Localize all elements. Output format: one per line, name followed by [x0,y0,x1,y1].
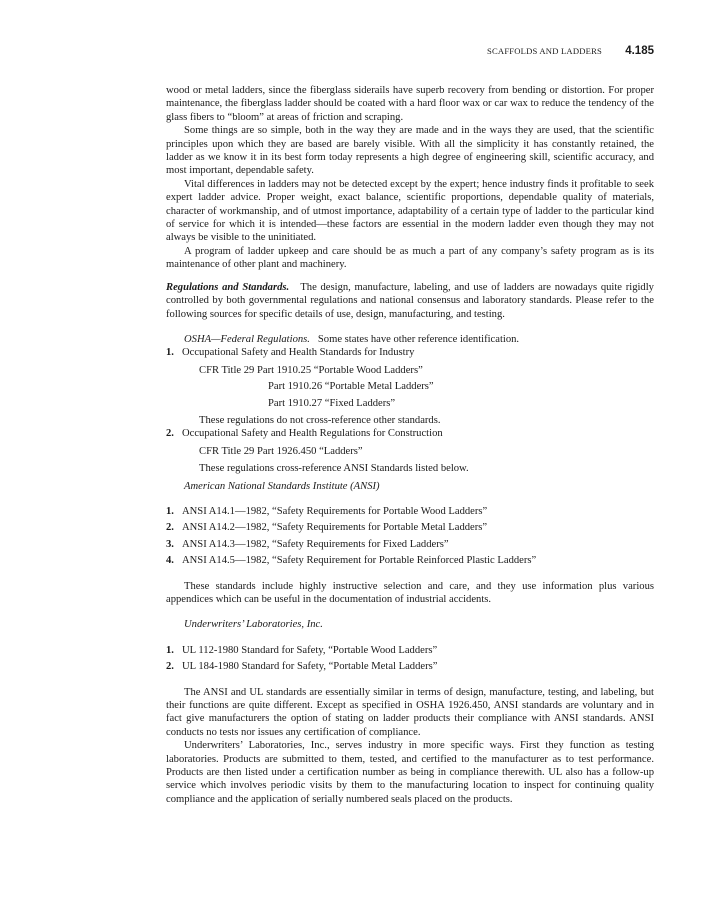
paragraph: wood or metal ladders, since the fiberglass siderails have superb recovery from bending or distortion. For proper maintenance, the fiberglass ladder should be coated with a hard floor wax or car wax to reduce the tendency of the glass fibers to “bloom” at areas of friction and scraping. [166,85,654,123]
list-item [166,554,654,567]
page-number: 4.185 [625,45,654,57]
list-item-text: UL 112-1980 Standard for Safety, “Portable Wood Ladders” [182,644,438,656]
list-number: 1. [166,505,174,517]
list-item-title: Occupational Safety and Health Standards for Industry [182,347,415,359]
osha-list [166,346,654,475]
list-number: 4. [166,555,174,567]
ansi-list [166,505,654,568]
list-number: 3. [166,538,174,550]
list-number: 1. [166,644,174,656]
list-item-text: ANSI A14.5—1982, “Safety Requirement for Portable Reinforced Plastic Ladders” [182,555,537,567]
list-item [166,346,654,427]
list-item-title: Occupational Safety and Health Regulations for Construction [182,428,443,440]
regulations-paragraph [166,281,654,321]
list-number: 2. [166,428,174,440]
list-item [166,660,654,673]
running-head: SCAFFOLDS AND LADDERS [487,46,602,56]
list-item-text: ANSI A14.2—1982, “Safety Requirements for Portable Metal Ladders” [182,522,488,534]
list-item-text: ANSI A14.1—1982, “Safety Requirements for Portable Wood Ladders” [182,505,488,517]
list-number: 2. [166,661,174,673]
cfr-line: CFR Title 29 Part 1910.25 “Portable Wood Ladders” [199,364,423,376]
list-item [166,521,654,534]
osha-heading-line [184,333,654,346]
regulations-heading: Regulations and Standards. [166,281,290,293]
cfr-line: Part 1910.27 “Fixed Ladders” [268,397,396,409]
ul-list [166,644,654,674]
list-number: 1. [166,347,174,359]
paragraph: These standards include highly instructive selection and care, and they use information plus various appendices which can be useful in the documentation of industrial accidents. [166,580,654,605]
list-item [166,505,654,518]
list-item-note: These regulations cross-reference ANSI Standards listed below. [199,463,469,475]
page-body [166,84,654,806]
regulations-text: The design, manufacture, labeling, and use of ladders are nowadays quite rigidly controlled by both governmental regulations and national consensus and laboratory standards. Please refer to the following sources for specific details of use, design, manufacturing, and testing. [166,281,654,320]
list-item [166,644,654,657]
paragraph: Some things are so simple, both in the way they are made and in the ways they are used, that the scientific principles upon which they are based are barely visible. With all the simplicity it has constantly retained, the ladder as we know it in its best form today represents a high degree of engineering skill, scientific accuracy, and most important, dependable safety. [166,125,654,177]
osha-heading: OSHA—Federal Regulations. [184,333,310,345]
list-item [166,538,654,551]
list-item [166,427,654,475]
ul-heading: Underwriters’ Laboratories, Inc. [184,619,323,631]
list-number: 2. [166,522,174,534]
paragraph: Underwriters’ Laboratories, Inc., serves industry in more specific ways. First they function as testing laboratories. Products are submitted to them, tested, and certified to the manufacturer as to test performance. Products are then listed under a certification number as being in compliance therewith. UL also has a follow-up service which involves periodic visits by them to the manufacturing location to inspect for continuing quality compliance and the application of serially numbered seals placed on the products. [166,740,654,805]
osha-heading-note: Some states have other reference identification. [317,333,520,345]
list-item-text: ANSI A14.3—1982, “Safety Requirements for Fixed Ladders” [182,538,449,550]
ansi-heading: American National Standards Institute (ANSI) [184,480,380,492]
cfr-line: CFR Title 29 Part 1926.450 “Ladders” [199,445,363,457]
cfr-line: Part 1910.26 “Portable Metal Ladders” [268,381,434,393]
list-item-note: These regulations do not cross-reference other standards. [199,414,441,426]
paragraph: The ANSI and UL standards are essentially similar in terms of design, manufacture, testing, and labeling, but their functions are quite different. Except as specified in OSHA 1926.450, ANSI standards are voluntary and in fact give manufacturers the option of stating on ladder products their compliance with ANSI standards. ANSI conducts no tests nor issues any certification of compliance. [166,686,654,738]
list-item-text: UL 184-1980 Standard for Safety, “Portable Metal Ladders” [182,661,438,673]
running-header [166,46,654,62]
paragraph: A program of ladder upkeep and care should be as much a part of any company’s safety program as is its maintenance of other plant and machinery. [166,245,654,271]
paragraph: Vital differences in ladders may not be detected except by the expert; hence industry finds it profitable to seek expert ladder advice. Proper weight, exact balance, scientific proportions, dependable quality of materials, character of workmanship, and of utmost importance, adaptability of a certain type of ladder to the particular kind of service for which it is intended—these factors are essential in the modern ladder even though they may not always be visible to the uninitiated. [166,178,654,244]
